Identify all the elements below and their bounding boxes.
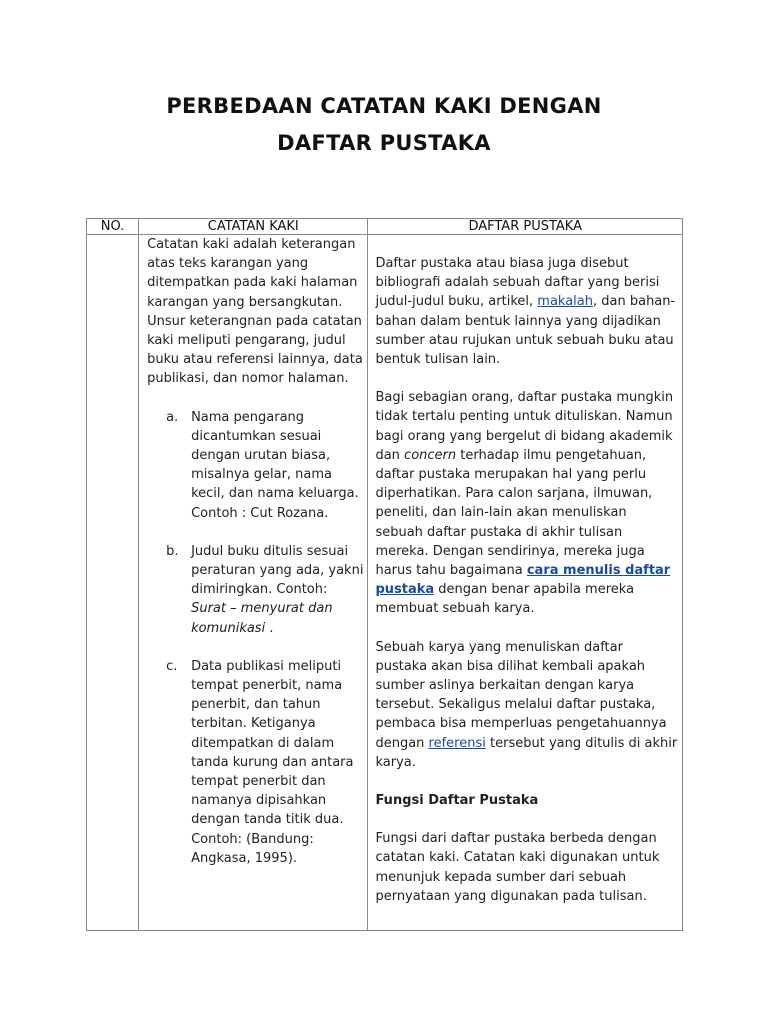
title-line-1: PERBEDAAN CATATAN KAKI DENGAN bbox=[166, 94, 602, 118]
list-item-text: Judul buku ditulis sesuai peraturan yang ada, yakni dimiringkan. Contoh: bbox=[191, 543, 364, 598]
header-no: NO. bbox=[87, 219, 139, 235]
list-marker: b. bbox=[166, 543, 179, 559]
daftar-pustaka-paragraph-3: Sebuah karya yang menuliskan daftar pustaka akan bisa dilihat kembali apakah sumber aslinya berkaitan dengan karya tersebut. Sekaligus melalui daftar pustaka, pembaca bisa memperluas pengetahuannya dengan referensi tersebut yang ditulis di akhir karya. bbox=[375, 639, 678, 770]
table-row bbox=[87, 235, 683, 931]
list-marker: c. bbox=[166, 658, 178, 674]
list-marker: a. bbox=[166, 409, 179, 425]
header-catatan-kaki: CATATAN KAKI bbox=[139, 219, 368, 235]
catatan-kaki-list bbox=[147, 408, 363, 868]
table-header-row bbox=[87, 219, 683, 235]
comparison-table bbox=[86, 218, 683, 931]
cell-no bbox=[87, 235, 139, 931]
cara-menulis-link[interactable]: cara menulis daftar pustaka bbox=[375, 563, 671, 598]
example-title: Surat – menyurat dan komunikasi bbox=[191, 601, 333, 636]
title-line-2: DAFTAR PUSTAKA bbox=[277, 131, 491, 155]
cell-catatan-kaki bbox=[139, 235, 368, 931]
fungsi-heading: Fungsi Daftar Pustaka bbox=[375, 793, 539, 809]
list-item bbox=[166, 408, 363, 523]
catatan-kaki-intro: Catatan kaki adalah keterangan atas teks karangan yang ditempatkan pada kaki halaman karangan yang bersangkutan. Unsur keterangnan pada catatan kaki meliputi pengarang, judul buku atau referensi lainnya, data publikasi, dan nomor halaman. bbox=[147, 237, 363, 387]
document-title bbox=[0, 88, 768, 162]
list-item: b. Judul buku ditulis sesuai peraturan yang ada, yakni dimiringkan. Contoh: Surat – menyurat dan komunikasi . bbox=[166, 542, 363, 638]
list-item-text: Nama pengarang dicantumkan sesuai dengan urutan biasa, misalnya gelar, nama kecil, dan nama keluarga. Contoh : Cut Rozana. bbox=[191, 409, 359, 521]
daftar-pustaka-paragraph-1: Daftar pustaka atau biasa juga disebut bibliografi adalah sebuah daftar yang berisi judul-judul buku, artikel, makalah, dan bahan-bahan dalam bentuk lainnya yang dijadikan sumber atau rujukan untuk sebuah buku atau bentuk tulisan lain. bbox=[375, 256, 676, 368]
list-item-text: Data publikasi meliputi tempat penerbit, nama penerbit, dan tahun terbitan. Ketiganya ditempatkan di dalam tanda kurung dan antara tempat penerbit dan namanya dipisahkan dengan tanda titik dua. Contoh: (Bandung: Angkasa, 1995). bbox=[191, 658, 354, 866]
list-item bbox=[166, 657, 363, 868]
cell-daftar-pustaka bbox=[368, 235, 683, 931]
daftar-pustaka-paragraph-2: Bagi sebagian orang, daftar pustaka mungkin tidak tertalu penting untuk dituliskan. Namun bagi orang yang bergelut di bidang akademik dan concern terhadap ilmu pengetahuan, daftar pustaka merupakan hal yang perlu diperhatikan. Para calon sarjana, ilmuwan, peneliti, dan lain-lain akan menuliskan sebuah daftar pustaka di akhir tulisan mereka. Dengan sendirinya, mereka juga harus tahu bagaimana cara menulis daftar pustaka dengan benar apabila mereka membuat sebuah karya. bbox=[375, 390, 674, 617]
header-daftar-pustaka: DAFTAR PUSTAKA bbox=[368, 219, 683, 235]
makalah-link[interactable]: makalah bbox=[537, 294, 593, 310]
daftar-pustaka-paragraph-4: Fungsi dari daftar pustaka berbeda dengan catatan kaki. Catatan kaki digunakan untuk menunjuk kepada sumber dari sebuah pernyataan yang digunakan pada tulisan. bbox=[375, 831, 660, 904]
referensi-link[interactable]: referensi bbox=[428, 735, 486, 751]
